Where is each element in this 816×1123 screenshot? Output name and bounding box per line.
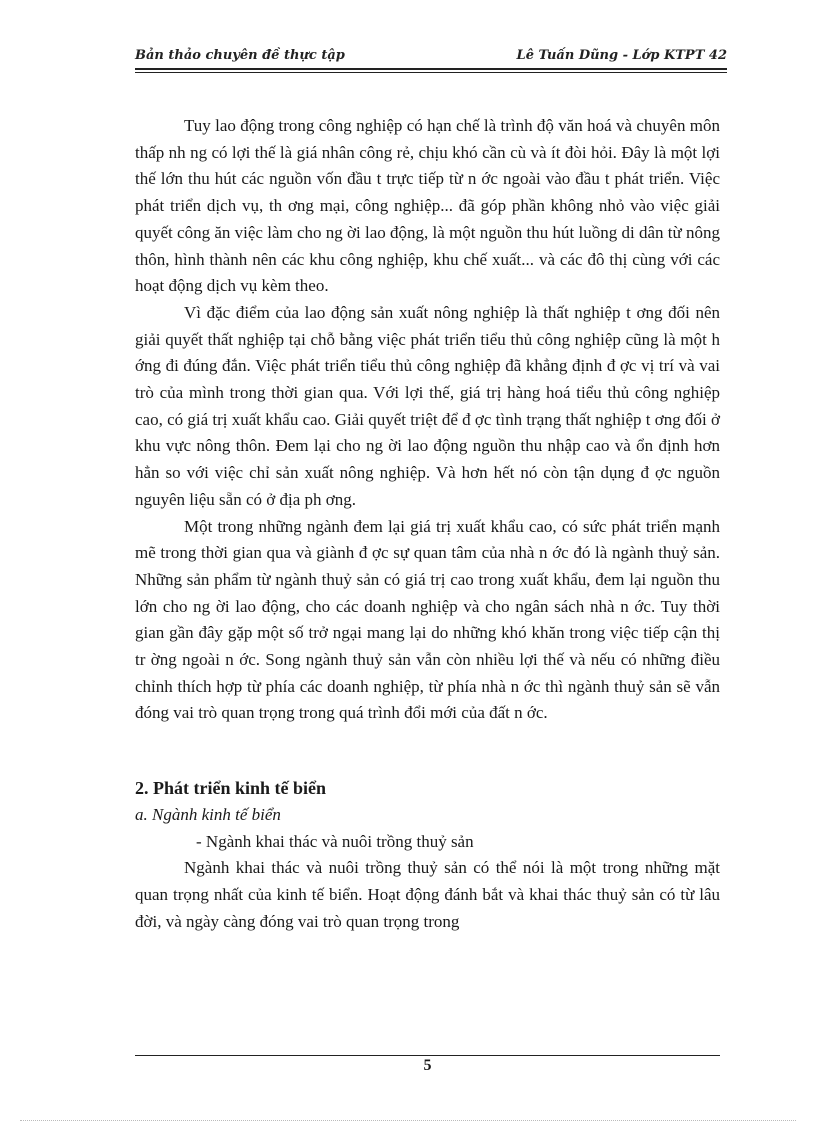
body-paragraph-2: Vì đặc điểm của lao động sản xuất nông nghiệp là thất nghiệp t ơng đối nên giải quyết thất nghiệp tại chỗ bằng việc phát triển tiểu thủ công nghiệp cũng là một h ớng đi đúng đắn. Việc phát triển tiểu thủ công nghiệp đã khẳng định đ ợc vị trí và vai trò của mình trong thời gian qua. Với lợi thế, giá trị hàng hoá tiểu thủ công nghiệp cao, có giá trị xuất khẩu cao. Giải quyết triệt để đ ợc tình trạng thất nghiệp t ơng đối ở khu vực nông thôn. Đem lại cho ng ời lao động nguồn thu nhập cao và ổn định hơn hẳn so với việc chỉ sản xuất nông nghiệp. Và hơn hết nó còn tận dụng đ ợc nguồn nguyên liệu sẵn có ở địa ph ơng.: [135, 302, 720, 509]
section-paragraph: Ngành khai thác và nuôi trồng thuỷ sản có thể nói là một trong những mặt quan trọng nhất của kinh tế biển. Hoạt động đánh bắt và khai thác thuỷ sản có từ lâu đời, và ngày càng đóng vai trò quan trọng trong: [135, 858, 720, 931]
header-rule: [135, 68, 727, 70]
header-document-title: Bản thảo chuyên đề thực tập: [135, 48, 345, 63]
section-heading: 2. Phát triển kinh tế biển: [135, 778, 327, 799]
page-body: [135, 113, 720, 935]
bullet-item: - Ngành khai thác và nuôi trồng thuỷ sản: [196, 831, 474, 851]
section-subheading: a. Ngành kinh tế biển: [135, 804, 281, 824]
header-rule-secondary: [135, 72, 727, 73]
page-number: 5: [423, 1057, 432, 1074]
header-author-class: Lê Tuấn Dũng - Lớp KTPT 42: [516, 48, 727, 63]
running-header: [135, 48, 727, 68]
footer-rule: [135, 1055, 720, 1056]
page-bottom-border: [20, 1120, 796, 1121]
body-paragraph-3: Một trong những ngành đem lại giá trị xuất khẩu cao, có sức phát triển mạnh mẽ trong thời gian qua và giành đ ợc sự quan tâm của nhà n ớc đó là ngành thuỷ sản. Những sản phẩm từ ngành thuỷ sản có giá trị cao trong xuất khẩu, đem lại nguồn thu lớn cho ng ời lao động, cho các doanh nghiệp và cho ngân sách nhà n ớc. Tuy thời gian gần đây gặp một số trở ngại mang lại do những khó khăn trong việc tiếp cận thị tr ờng ngoài n ớc. Song ngành thuỷ sản vẫn còn nhiều lợi thế và nếu có những điều chỉnh thích hợp từ phía các doanh nghiệp, từ phía nhà n ớc thì ngành thuỷ sản sẽ vẫn đóng vai trò quan trọng trong quá trình đổi mới của đất n ớc.: [135, 516, 720, 723]
body-paragraph-1: Tuy lao động trong công nghiệp có hạn chế là trình độ văn hoá và chuyên môn thấp nh ng có lợi thế là giá nhân công rẻ, chịu khó cần cù và ít đòi hỏi. Đây là một lợi thế lớn thu hút các nguồn vốn đầu t trực tiếp từ n ớc ngoài vào đầu t phát triển. Việc phát triển dịch vụ, th ơng mại, công nghiệp... đã góp phần không nhỏ vào việc giải quyết công ăn việc làm cho ng ời lao động, là một nguồn thu hút luồng di dân từ nông thôn, hình thành nên các khu công nghiệp, khu chế xuất... và các đô thị cùng với các hoạt động dịch vụ kèm theo.: [135, 116, 720, 296]
